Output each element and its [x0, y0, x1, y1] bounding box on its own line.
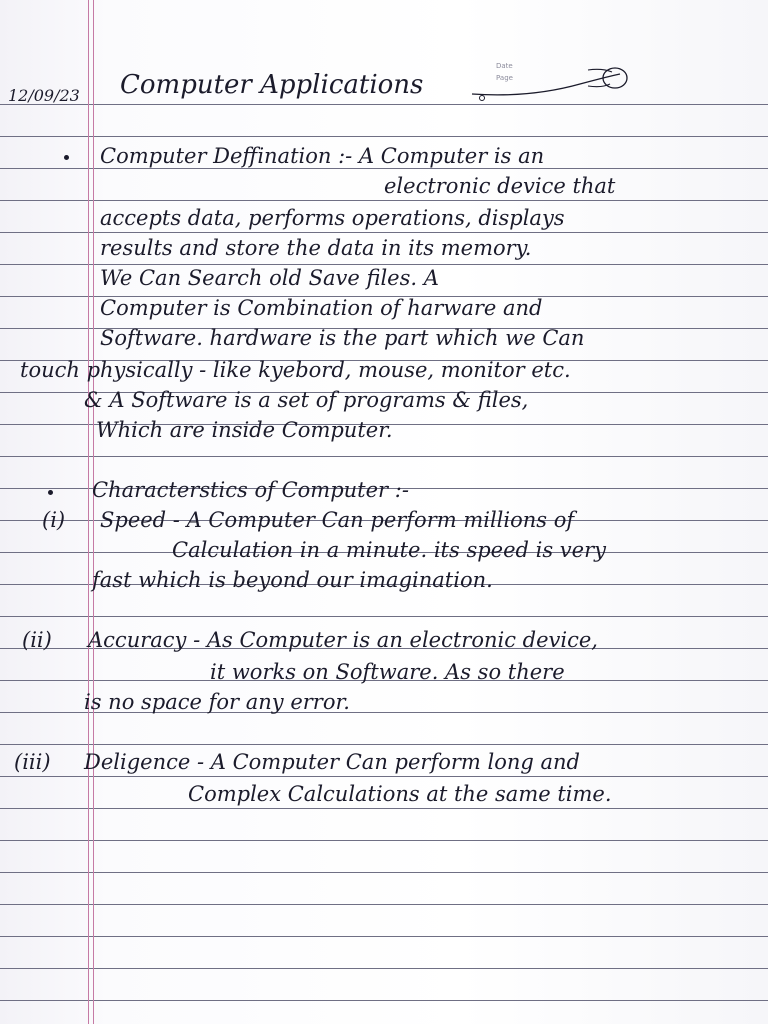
- date-stamp-label: Date: [496, 62, 513, 70]
- page-date: 12/09/23: [8, 86, 80, 105]
- definition-line: Software. hardware is the part which we Can: [100, 326, 585, 350]
- definition-line: results and store the data in its memory.: [100, 236, 532, 260]
- deligence-line: Complex Calculations at the same time.: [188, 782, 612, 806]
- accuracy-line: it works on Software. As so there: [210, 660, 565, 684]
- ruled-line: [0, 200, 768, 201]
- definition-line: Computer is Combination of harware and: [100, 296, 543, 320]
- ruled-line: [0, 1000, 768, 1001]
- item-marker: (i): [42, 508, 66, 532]
- definition-line: accepts data, performs operations, displays: [100, 206, 565, 230]
- accuracy-line: is no space for any error.: [84, 690, 350, 714]
- ruled-line: [0, 808, 768, 809]
- accuracy-line: Accuracy - As Computer is an electronic device,: [88, 628, 598, 652]
- item-marker: (iii): [14, 750, 51, 774]
- title-flourish: [470, 54, 640, 104]
- definition-line: Which are inside Computer.: [96, 418, 393, 442]
- ruled-line: [0, 872, 768, 873]
- ruled-line: [0, 776, 768, 777]
- item-marker: (ii): [22, 628, 52, 652]
- bullet-dot: [64, 155, 69, 160]
- ruled-line: [0, 264, 768, 265]
- ruled-line: [0, 968, 768, 969]
- margin-line: [93, 0, 94, 1024]
- ruled-line: [0, 840, 768, 841]
- ruled-line: [0, 616, 768, 617]
- definition-line: We Can Search old Save files. A: [100, 266, 439, 290]
- margin-line: [88, 0, 89, 1024]
- definition-line: & A Software is a set of programs & files,: [84, 388, 529, 412]
- characteristics-heading: Characterstics of Computer :-: [92, 478, 409, 502]
- ruled-line: [0, 744, 768, 745]
- page-title: Computer Applications: [120, 70, 424, 100]
- ruled-line: [0, 936, 768, 937]
- definition-line: Computer Deffination :- A Computer is an: [100, 144, 545, 168]
- ruled-line: [0, 104, 768, 105]
- deligence-line: Deligence - A Computer Can perform long and: [84, 750, 580, 774]
- ruled-line: [0, 456, 768, 457]
- speed-line: fast which is beyond our imagination.: [92, 568, 493, 592]
- ruled-line: [0, 904, 768, 905]
- bullet-dot: [48, 490, 53, 495]
- speed-line: Speed - A Computer Can perform millions of: [100, 508, 575, 532]
- ruled-line: [0, 136, 768, 137]
- ruled-line: [0, 232, 768, 233]
- ruled-line: [0, 168, 768, 169]
- speed-line: Calculation in a minute. its speed is very: [172, 538, 606, 562]
- page-stamp-label: Page: [496, 74, 513, 82]
- definition-line: touch physically - like kyebord, mouse, monitor etc.: [20, 358, 571, 382]
- definition-line: electronic device that: [384, 174, 616, 198]
